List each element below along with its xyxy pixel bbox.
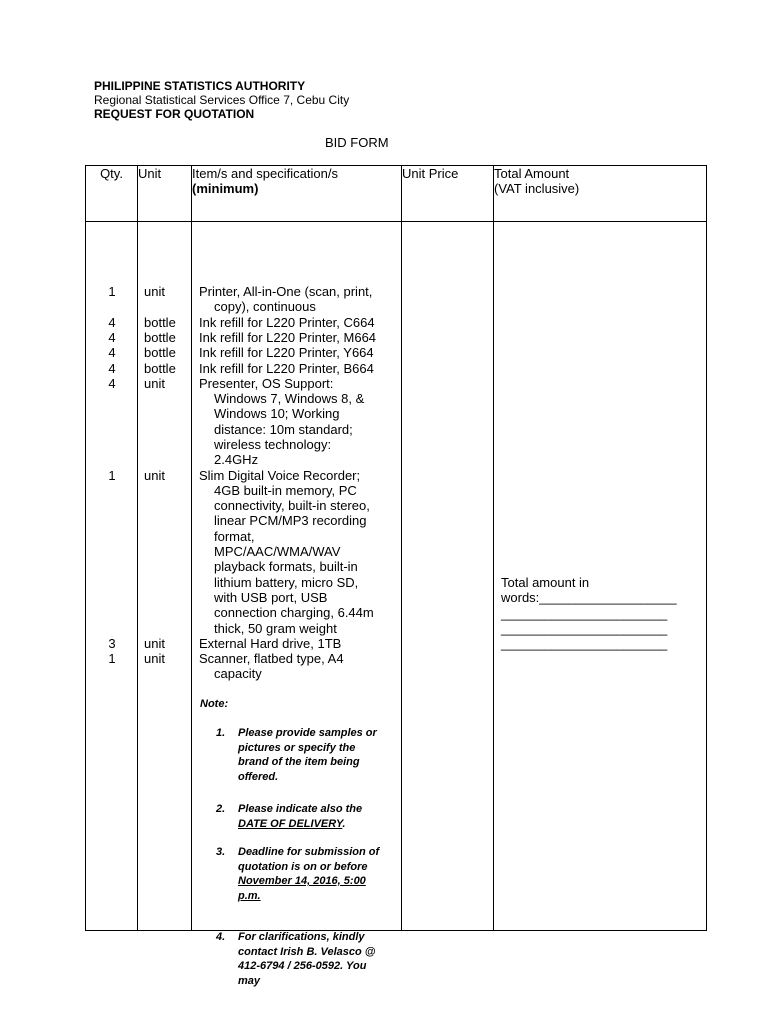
row-unit: bottle — [144, 329, 176, 345]
note-text-part: Please indicate also the — [238, 803, 363, 815]
item-line: wireless technology: — [214, 436, 332, 452]
item-line: Ink refill for L220 Printer, B664 — [199, 360, 374, 376]
note-text — [238, 802, 388, 831]
row-item — [199, 361, 399, 376]
item-line: Ink refill for L220 Printer, Y664 — [199, 345, 374, 361]
item-line: format, — [214, 528, 255, 544]
header-unit: Unit — [138, 166, 192, 222]
rfq-title: REQUEST FOR QUOTATION — [94, 107, 255, 121]
note-text — [238, 845, 388, 903]
item-line: MPC/AAC/WMA/WAV — [214, 544, 341, 560]
total-words-line: words:___________________ — [501, 590, 677, 606]
row-unit: unit — [144, 375, 165, 391]
total-words-line: Total amount in — [501, 575, 590, 590]
note-text-part: Deadline for submission of quotation is on or before — [238, 846, 380, 873]
item-line: playback formats, built-in — [214, 559, 358, 575]
row-unit: unit — [144, 635, 165, 651]
item-line: Ink refill for L220 Printer, C664 — [199, 314, 375, 330]
office-name: Regional Statistical Services Office 7, Cebu City — [94, 93, 350, 107]
row-unit: bottle — [144, 360, 176, 376]
header-total — [494, 166, 707, 222]
item-line: lithium battery, micro SD, — [214, 574, 359, 590]
unit-column — [138, 222, 192, 931]
row-qty: 1 — [108, 284, 116, 299]
row-item — [199, 315, 399, 330]
row-qty: 1 — [108, 651, 116, 667]
table-header-row — [86, 166, 707, 222]
header-item-line1: Item/s and specification/s — [192, 166, 338, 181]
note-text-part: . — [342, 817, 346, 830]
item-line: 4GB built-in memory, PC — [214, 482, 357, 498]
item-line: with USB port, USB — [214, 589, 328, 605]
row-item — [199, 284, 399, 315]
row-item — [199, 651, 399, 682]
item-line: distance: 10m standard; — [214, 421, 353, 437]
item-line: 2.4GHz — [214, 452, 259, 468]
row-qty: 4 — [108, 345, 116, 361]
item-line: connectivity, built-in stereo, — [214, 498, 370, 514]
row-qty: 4 — [108, 360, 116, 376]
header-total-line1: Total Amount — [494, 166, 570, 181]
total-amount-column — [494, 222, 707, 931]
header-item-line2: (minimum) — [192, 181, 259, 196]
row-item — [199, 345, 399, 360]
item-line: Windows 10; Working — [214, 406, 340, 422]
row-qty: 3 — [108, 635, 116, 651]
header-total-line2: (VAT inclusive) — [494, 181, 580, 196]
note-item — [216, 726, 388, 784]
table-body-row — [86, 222, 707, 931]
note-label: Note: — [200, 698, 229, 710]
item-column — [192, 222, 402, 987]
delivery-date-emphasis: DATE OF DELIVERY — [238, 817, 343, 830]
item-line: connection charging, 6.44m — [214, 605, 374, 621]
total-words-line: _______________________ — [501, 605, 668, 621]
item-line: linear PCM/MP3 recording — [214, 513, 367, 529]
org-name: PHILIPPINE STATISTICS AUTHORITY — [94, 79, 306, 93]
item-line: Windows 7, Windows 8, & — [214, 391, 365, 407]
bid-form-title: BID FORM — [325, 135, 389, 150]
row-unit: unit — [144, 284, 165, 299]
row-qty: 4 — [108, 375, 116, 391]
item-line: thick, 50 gram weight — [214, 620, 337, 636]
header-item — [192, 166, 402, 222]
row-unit: unit — [144, 467, 165, 483]
note-number: 1. — [216, 727, 226, 739]
total-words-line: _______________________ — [501, 620, 668, 636]
note-item — [216, 802, 388, 831]
row-qty: 4 — [108, 314, 116, 330]
row-qty: 1 — [108, 467, 116, 483]
note-text: For clarifications, kindly contact Irish B. Velasco @ 412-6794 / 256-0592. You may — [238, 931, 376, 987]
row-item — [199, 376, 399, 468]
note-item — [216, 930, 388, 988]
row-item — [199, 468, 399, 636]
bid-table — [85, 165, 707, 987]
note-number: 4. — [216, 931, 226, 943]
note-item — [216, 845, 388, 903]
note-number: 3. — [216, 846, 226, 858]
row-item — [199, 330, 399, 345]
item-line: Printer, All-in-One (scan, print, — [199, 284, 373, 299]
row-qty: 4 — [108, 329, 116, 345]
row-unit: bottle — [144, 314, 176, 330]
item-line: copy), continuous — [214, 299, 316, 315]
row-item — [199, 636, 399, 651]
item-line: Scanner, flatbed type, A4 — [199, 651, 344, 667]
qty-column — [86, 222, 138, 931]
note-text: Please provide samples or pictures or specify the brand of the item being offered. — [238, 727, 377, 783]
item-line: capacity — [214, 666, 262, 682]
item-line: Slim Digital Voice Recorder; — [199, 467, 361, 483]
total-words-line: _______________________ — [501, 636, 668, 652]
note-number: 2. — [216, 803, 226, 815]
unit-price-column — [402, 222, 494, 931]
item-line: Presenter, OS Support: — [199, 375, 334, 391]
item-line: External Hard drive, 1TB — [199, 635, 342, 651]
row-unit: bottle — [144, 345, 176, 361]
document-header — [94, 79, 349, 121]
deadline-emphasis: November 14, 2016, 5:00 p.m. — [238, 875, 366, 902]
total-in-words — [501, 575, 677, 651]
row-unit: unit — [144, 651, 165, 667]
header-unit-price: Unit Price — [402, 166, 494, 222]
header-qty: Qty. — [86, 166, 138, 222]
item-line: Ink refill for L220 Printer, M664 — [199, 329, 377, 345]
